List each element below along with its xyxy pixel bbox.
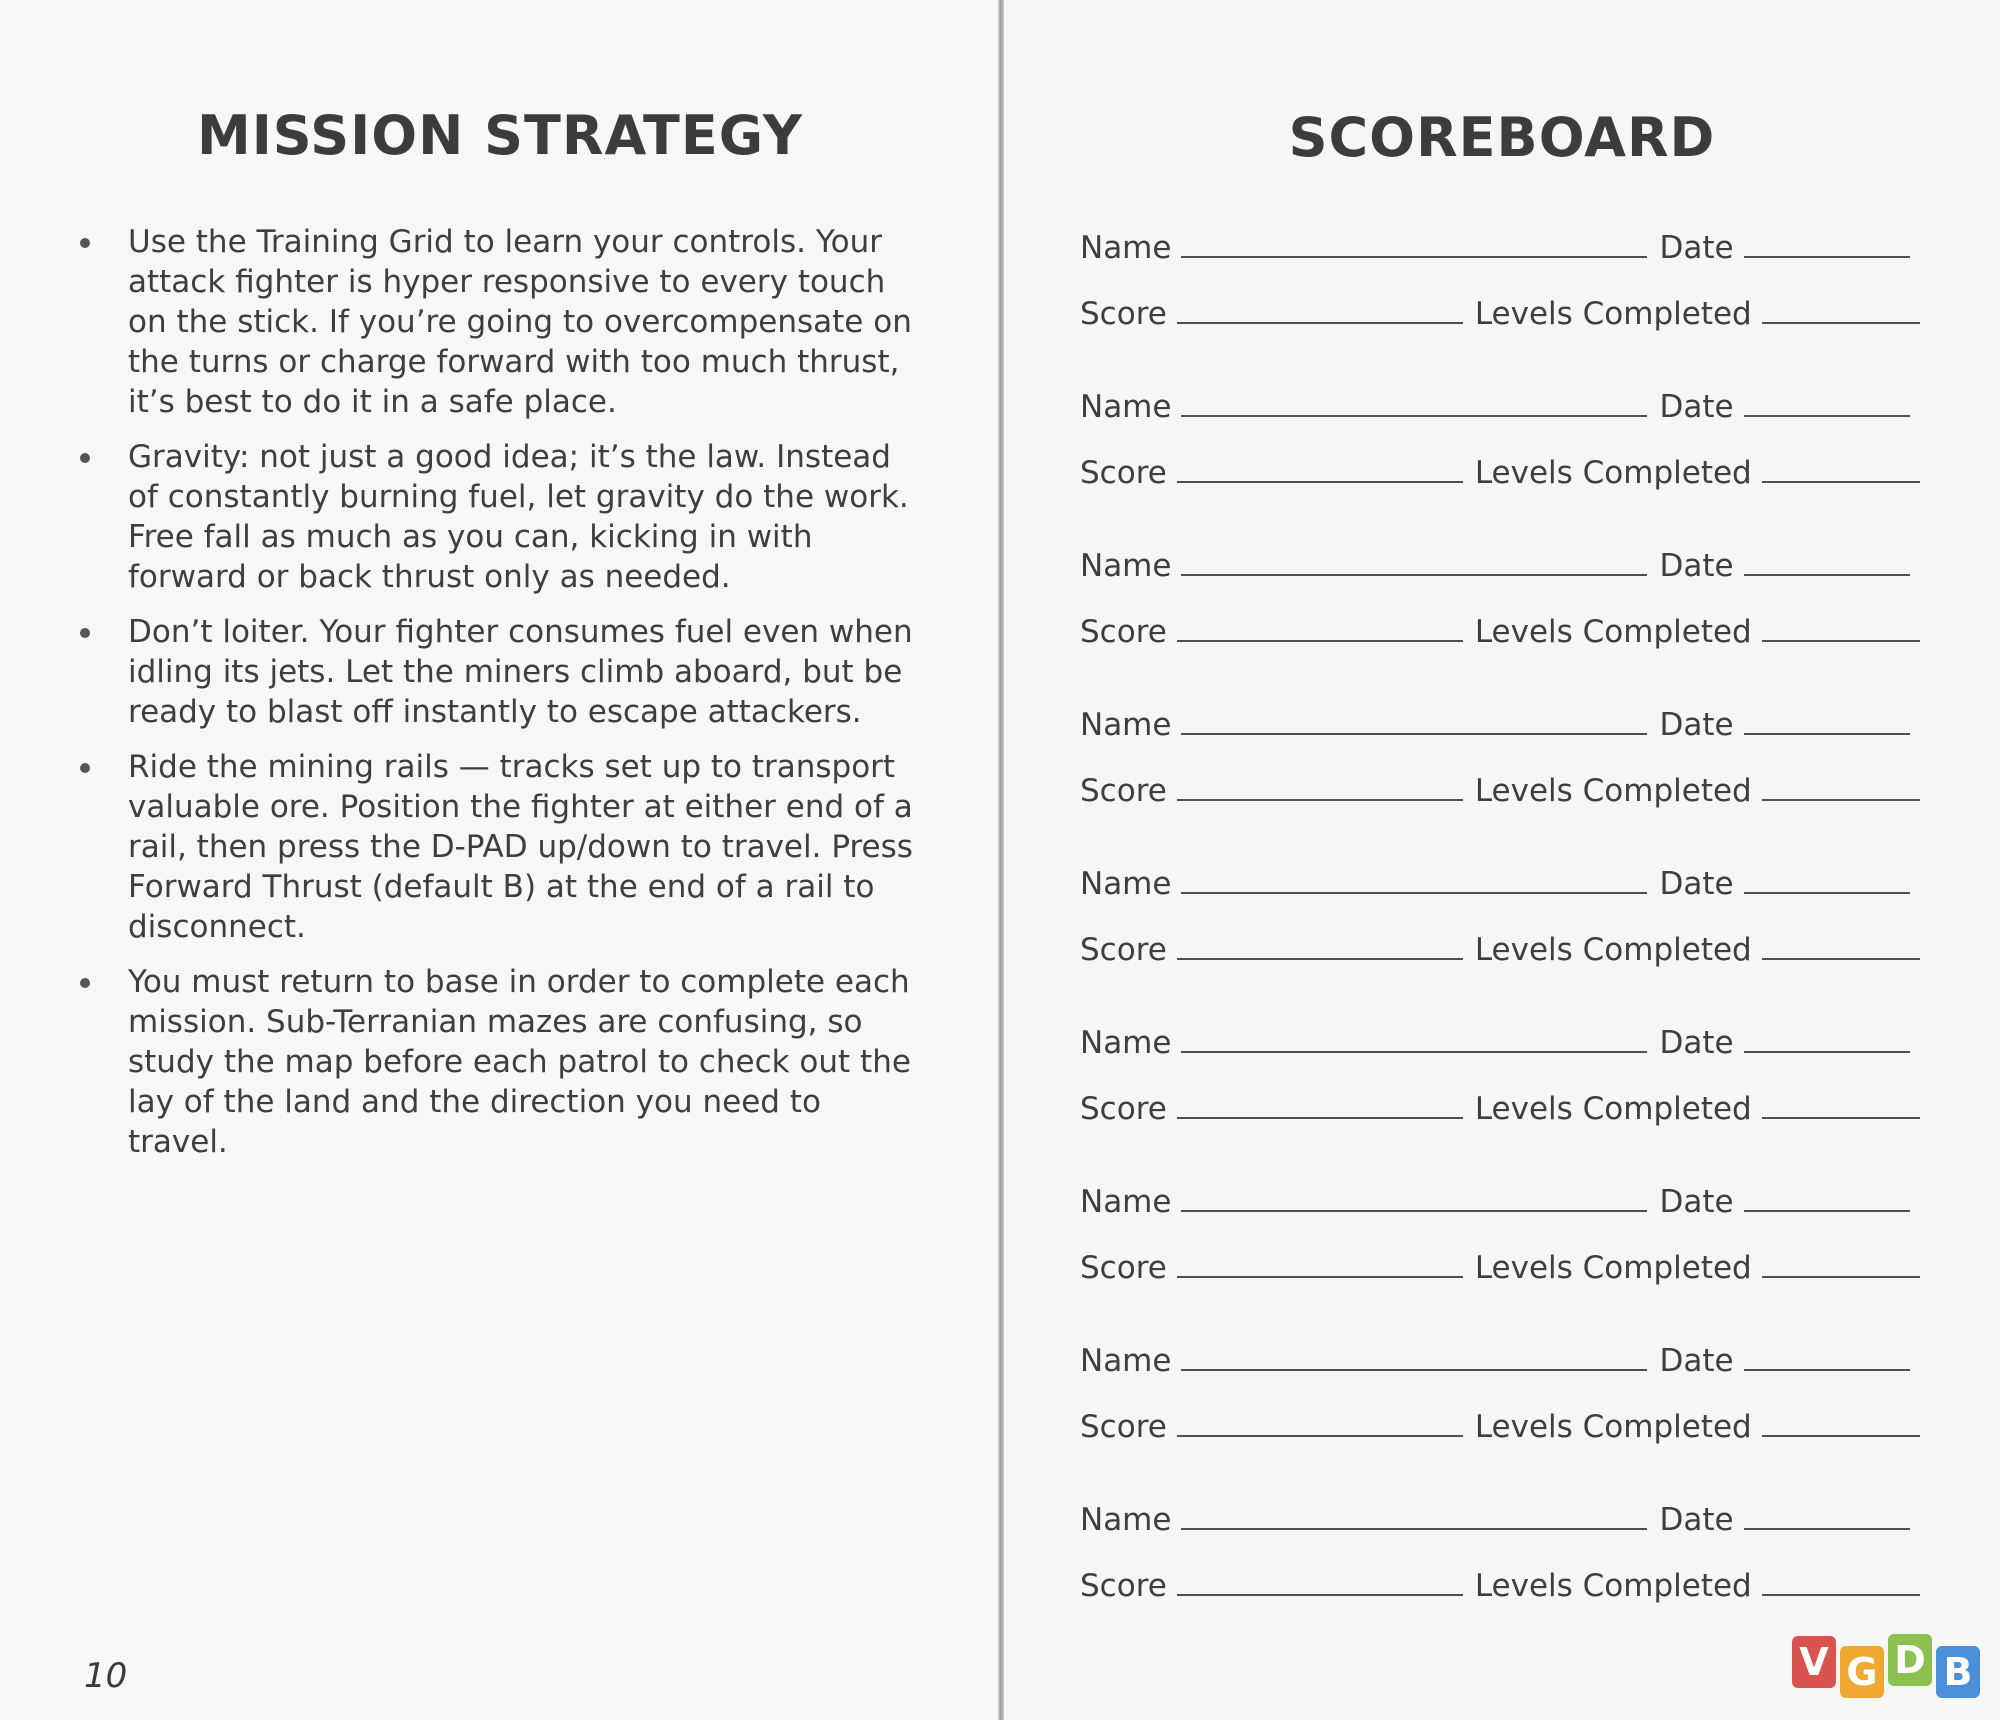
score-label: Score [1080, 1409, 1167, 1445]
date-field[interactable] [1744, 1051, 1910, 1053]
logo-tile: G [1840, 1646, 1884, 1698]
list-item: Use the Training Grid to learn your controls. Your attack fighter is hyper responsive to every touch on the stick. If you’re going to overcompensate on the turns or charge forward with too much thrust, it’s best to do it in a safe place. [80, 222, 920, 422]
name-field[interactable] [1181, 1528, 1647, 1530]
date-field[interactable] [1744, 256, 1910, 258]
bullet-icon [80, 978, 90, 988]
name-field[interactable] [1181, 892, 1647, 894]
score-label: Score [1080, 296, 1167, 332]
score-field[interactable] [1177, 322, 1463, 324]
date-field[interactable] [1744, 415, 1910, 417]
levels-completed-label: Levels Completed [1474, 1568, 1752, 1604]
levels-completed-field[interactable] [1762, 1594, 1920, 1596]
name-date-row [1080, 381, 1920, 425]
score-label: Score [1080, 932, 1167, 968]
name-field[interactable] [1181, 256, 1647, 258]
levels-completed-label: Levels Completed [1474, 296, 1752, 332]
logo-tile: D [1888, 1634, 1932, 1686]
name-date-row [1080, 699, 1920, 743]
date-field[interactable] [1744, 1528, 1910, 1530]
score-field[interactable] [1177, 1435, 1463, 1437]
levels-completed-label: Levels Completed [1474, 1250, 1752, 1286]
name-date-row [1080, 540, 1920, 584]
levels-completed-label: Levels Completed [1474, 932, 1752, 968]
date-field[interactable] [1744, 1210, 1910, 1212]
date-label: Date [1659, 1025, 1734, 1061]
name-label: Name [1080, 1502, 1172, 1538]
levels-completed-field[interactable] [1762, 1117, 1920, 1119]
score-label: Score [1080, 773, 1167, 809]
score-levels-row [1080, 1083, 1920, 1127]
name-label: Name [1080, 230, 1172, 266]
date-label: Date [1659, 1502, 1734, 1538]
logo-tile: V [1792, 1636, 1836, 1688]
score-field[interactable] [1177, 1594, 1463, 1596]
levels-completed-label: Levels Completed [1474, 773, 1752, 809]
levels-completed-field[interactable] [1762, 958, 1920, 960]
name-field[interactable] [1181, 415, 1647, 417]
name-label: Name [1080, 389, 1172, 425]
scoreboard-title: SCOREBOARD [1288, 106, 1716, 169]
name-date-row [1080, 1494, 1920, 1538]
list-item: Ride the mining rails — tracks set up to transport valuable ore. Position the fighter at either end of a rail, then press the D-PAD up/down to travel. Press Forward Thrust (default B) at the end of a rail to disconnect. [80, 747, 920, 947]
name-field[interactable] [1181, 733, 1647, 735]
score-field[interactable] [1177, 1276, 1463, 1278]
date-label: Date [1659, 1184, 1734, 1220]
date-field[interactable] [1744, 574, 1910, 576]
score-levels-row [1080, 606, 1920, 650]
list-item: Gravity: not just a good idea; it’s the law. Instead of constantly burning fuel, let gravity do the work. Free fall as much as you can, kicking in with forward or back thrust only as needed. [80, 437, 920, 597]
score-levels-row [1080, 924, 1920, 968]
date-label: Date [1659, 389, 1734, 425]
list-item: Don’t loiter. Your fighter consumes fuel even when idling its jets. Let the miners climb aboard, but be ready to blast off instantly to escape attackers. [80, 612, 920, 732]
logo-tile: B [1936, 1646, 1980, 1698]
date-field[interactable] [1744, 892, 1910, 894]
score-levels-row [1080, 1242, 1920, 1286]
name-field[interactable] [1181, 1369, 1647, 1371]
name-label: Name [1080, 1025, 1172, 1061]
name-date-row [1080, 1176, 1920, 1220]
mission-strategy-title: MISSION STRATEGY [196, 104, 804, 167]
name-label: Name [1080, 1343, 1172, 1379]
date-label: Date [1659, 1343, 1734, 1379]
date-label: Date [1659, 866, 1734, 902]
levels-completed-label: Levels Completed [1474, 455, 1752, 491]
vgdb-watermark-logo [1792, 1632, 1988, 1704]
name-field[interactable] [1181, 1051, 1647, 1053]
strategy-list [80, 222, 920, 1177]
date-field[interactable] [1744, 1369, 1910, 1371]
score-levels-row [1080, 288, 1920, 332]
date-label: Date [1659, 230, 1734, 266]
bullet-icon [80, 238, 90, 248]
levels-completed-label: Levels Completed [1474, 614, 1752, 650]
bullet-icon [80, 453, 90, 463]
name-date-row [1080, 1335, 1920, 1379]
score-label: Score [1080, 1091, 1167, 1127]
score-field[interactable] [1177, 640, 1463, 642]
levels-completed-label: Levels Completed [1474, 1409, 1752, 1445]
levels-completed-field[interactable] [1762, 322, 1920, 324]
score-label: Score [1080, 1568, 1167, 1604]
bullet-icon [80, 628, 90, 638]
score-field[interactable] [1177, 799, 1463, 801]
name-label: Name [1080, 707, 1172, 743]
score-label: Score [1080, 1250, 1167, 1286]
date-field[interactable] [1744, 733, 1910, 735]
date-label: Date [1659, 548, 1734, 584]
name-field[interactable] [1181, 574, 1647, 576]
levels-completed-label: Levels Completed [1474, 1091, 1752, 1127]
score-label: Score [1080, 455, 1167, 491]
score-field[interactable] [1177, 481, 1463, 483]
scoreboard-form [1080, 222, 1920, 1604]
levels-completed-field[interactable] [1762, 1276, 1920, 1278]
name-date-row [1080, 858, 1920, 902]
name-field[interactable] [1181, 1210, 1647, 1212]
levels-completed-field[interactable] [1762, 1435, 1920, 1437]
score-levels-row [1080, 765, 1920, 809]
score-levels-row [1080, 1401, 1920, 1445]
page-number-left: 10 [84, 1656, 128, 1696]
score-field[interactable] [1177, 1117, 1463, 1119]
levels-completed-field[interactable] [1762, 799, 1920, 801]
list-item: You must return to base in order to complete each mission. Sub-Terranian mazes are confusing, so study the map before each patrol to check out the lay of the land and the direction you need to travel. [80, 962, 920, 1162]
name-label: Name [1080, 866, 1172, 902]
score-levels-row [1080, 1560, 1920, 1604]
name-date-row [1080, 1017, 1920, 1061]
name-label: Name [1080, 1184, 1172, 1220]
levels-completed-field[interactable] [1762, 640, 1920, 642]
date-label: Date [1659, 707, 1734, 743]
name-label: Name [1080, 548, 1172, 584]
score-label: Score [1080, 614, 1167, 650]
bullet-icon [80, 763, 90, 773]
name-date-row [1080, 222, 1920, 266]
score-levels-row [1080, 447, 1920, 491]
right-page [1004, 0, 2000, 1720]
levels-completed-field[interactable] [1762, 481, 1920, 483]
score-field[interactable] [1177, 958, 1463, 960]
